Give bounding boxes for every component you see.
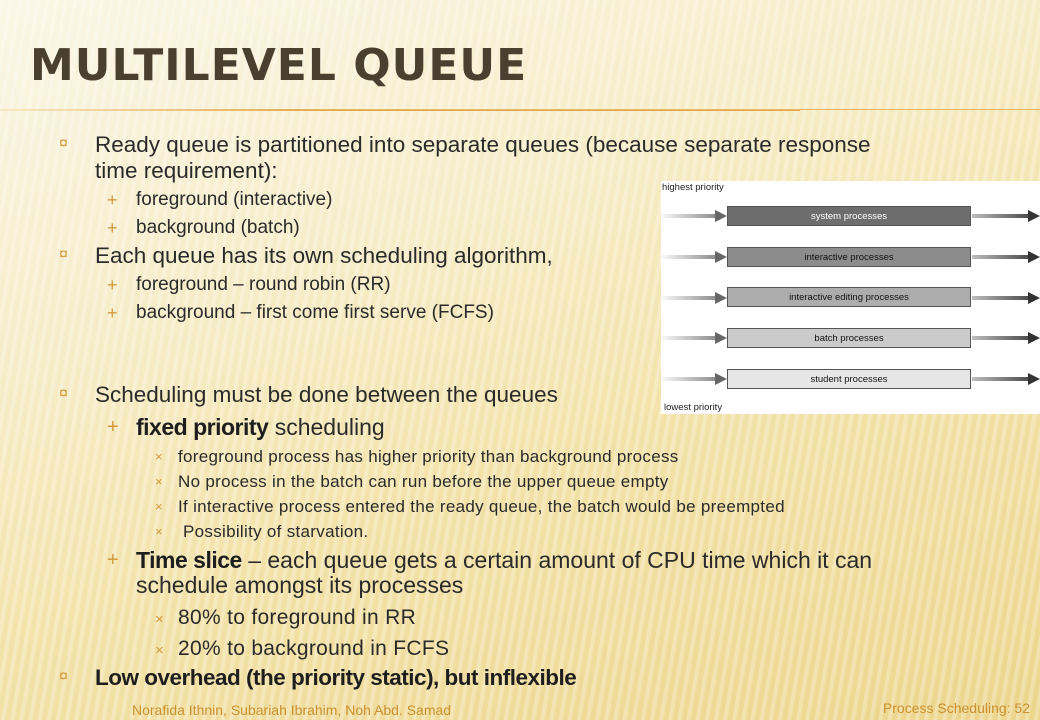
bullet-text: Scheduling must be done between the queues: [95, 382, 558, 407]
outgoing-arrow-icon: [972, 377, 1040, 381]
outgoing-arrow-icon: [972, 336, 1040, 340]
bullet-icon: ¤: [59, 246, 68, 263]
sub-bullet-text: scheduling: [268, 414, 385, 440]
bullet-between-queues: [59, 382, 558, 408]
title-underline-highlight: [300, 109, 1040, 110]
bullet-icon: ¤: [59, 385, 68, 402]
incoming-arrow-icon: [661, 255, 727, 259]
sub-bullet-rr: [107, 273, 391, 297]
bullet-overhead: [59, 665, 577, 691]
queue-batch: batch processes: [727, 328, 971, 348]
bullet-own-algorithm: [59, 243, 553, 269]
sub-bullet-text: background – first come first serve (FCFS): [136, 302, 494, 323]
detail-text: Possibility of starvation.: [178, 522, 369, 541]
queue-student: student processes: [727, 369, 971, 389]
highest-priority-label: highest priority: [662, 182, 724, 193]
cross-icon: ×: [155, 499, 163, 514]
incoming-arrow-icon: [661, 377, 727, 381]
sub-bullet-text: – each queue gets a certain amount of CPU time which it can schedule amongst its processes: [136, 547, 873, 598]
sub-bullet-background: [107, 216, 300, 240]
detail-text: foreground process has higher priority than background process: [178, 447, 679, 466]
sub-bullet-time-slice: [107, 547, 916, 598]
footer-authors: Norafida Ithnin, Subariah Ibrahim, Noh Abd. Samad: [132, 702, 452, 718]
outgoing-arrow-icon: [972, 255, 1040, 259]
plus-icon: +: [107, 275, 118, 295]
detail-text: No process in the batch can run before the upper queue empty: [178, 472, 669, 491]
lowest-priority-label: lowest priority: [664, 402, 723, 413]
incoming-arrow-icon: [661, 214, 727, 218]
bullet-text: Low overhead (the priority static), but inflexible: [95, 665, 577, 690]
detail-item: [155, 605, 417, 631]
plus-icon: +: [107, 303, 118, 323]
cross-icon: ×: [155, 642, 165, 659]
queue-system: system processes: [727, 206, 971, 226]
plus-icon: +: [107, 416, 119, 438]
footer-page-number: Process Scheduling: 52: [882, 700, 1030, 716]
detail-item: [155, 471, 669, 493]
incoming-arrow-icon: [661, 336, 727, 340]
detail-text: 80% to foreground in RR: [178, 606, 417, 629]
bullet-icon: ¤: [59, 135, 68, 152]
cross-icon: ×: [155, 474, 163, 489]
fixed-priority-term: fixed priority: [136, 414, 269, 440]
outgoing-arrow-icon: [972, 214, 1040, 218]
sub-bullet-fcfs: [107, 301, 494, 325]
detail-text: 20% to background in FCFS: [178, 637, 450, 660]
queue-interactive: interactive processes: [727, 247, 971, 267]
bullet-icon: ¤: [59, 668, 68, 685]
sub-bullet-text: background (batch): [136, 217, 300, 238]
cross-icon: ×: [155, 611, 165, 628]
sub-bullet-foreground: [107, 188, 333, 212]
bullet-text: Ready queue is partitioned into separate queues (because separate response time requirement):: [95, 132, 871, 183]
detail-item: [155, 636, 450, 662]
sub-bullet-fixed-priority: [107, 414, 385, 440]
detail-item: [155, 521, 369, 543]
cross-icon: ×: [155, 449, 163, 464]
detail-item: [155, 446, 679, 468]
detail-item: [155, 496, 785, 518]
time-slice-term: Time slice: [136, 547, 242, 573]
outgoing-arrow-icon: [972, 296, 1040, 300]
plus-icon: +: [107, 218, 118, 238]
bullet-text: Each queue has its own scheduling algorithm,: [95, 243, 553, 268]
incoming-arrow-icon: [661, 296, 727, 300]
queue-interactive-editing: interactive editing processes: [727, 287, 971, 307]
cross-icon: ×: [155, 524, 163, 539]
slide-title: MULTILEVEL QUEUE: [30, 40, 528, 91]
sub-bullet-text: foreground – round robin (RR): [136, 274, 391, 295]
plus-icon: +: [107, 190, 118, 210]
sub-bullet-text: foreground (interactive): [136, 189, 333, 210]
detail-text: If interactive process entered the ready queue, the batch would be preempted: [178, 497, 785, 516]
bullet-ready-queue: [59, 132, 895, 184]
plus-icon: +: [107, 549, 119, 571]
multilevel-queue-diagram: [661, 181, 1040, 414]
